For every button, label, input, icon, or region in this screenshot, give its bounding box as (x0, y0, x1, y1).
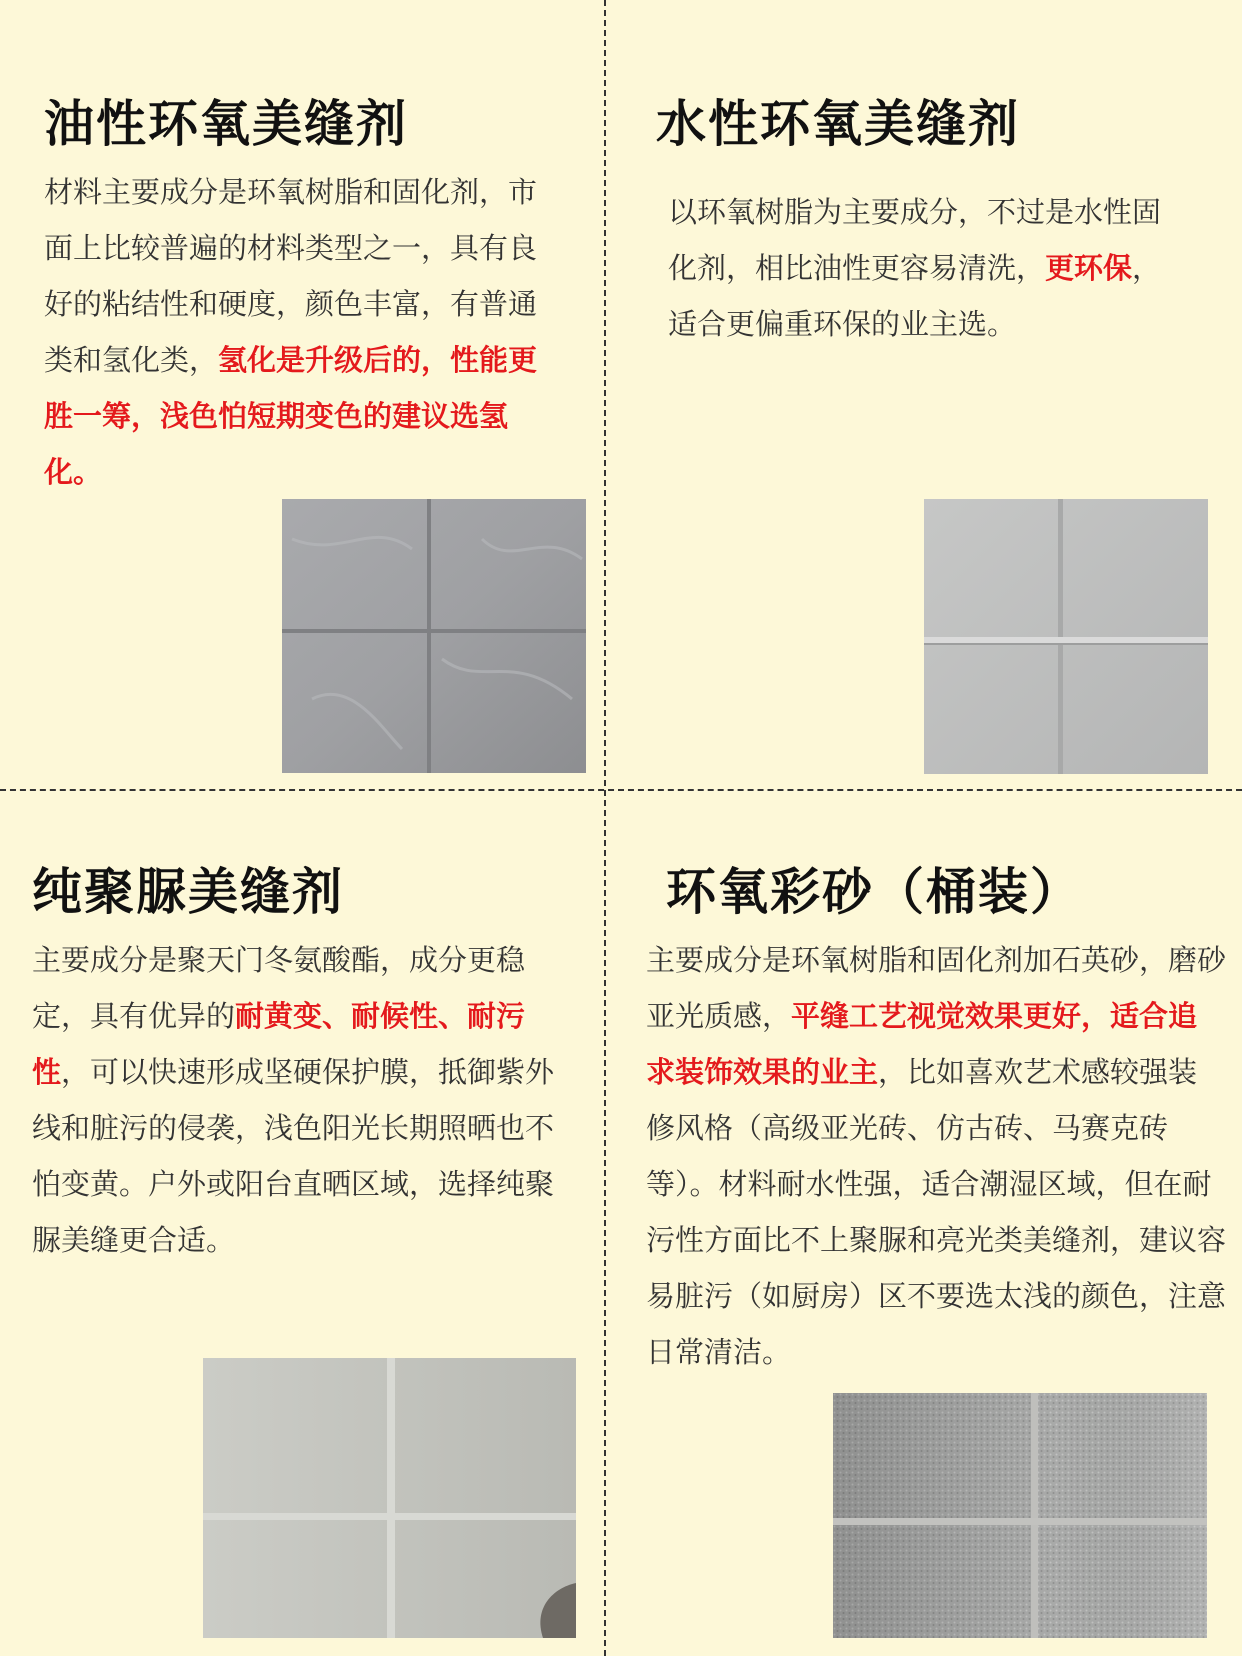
section-title: 环氧彩砂（桶装） (666, 863, 1082, 921)
section-polyurea (0, 792, 600, 1656)
section-body (32, 932, 572, 1268)
vertical-divider (604, 0, 606, 1656)
section-body (668, 184, 1184, 352)
highlight-text: 氢化是升级后的，性能更胜一筹，浅色怕短期变色的建议选氢化。 (44, 343, 538, 489)
section-water-epoxy (608, 0, 1242, 786)
body-text: 材料主要成分是环氧树脂和固化剂，市面上比较普遍的材料类型之一，具有良好的粘结性和硬度，颜色丰富，有普通类和氢化类， (44, 175, 538, 377)
section-oil-epoxy (0, 0, 600, 786)
white-tile-photo (203, 1358, 576, 1638)
section-epoxy-sand (608, 792, 1242, 1656)
body-text: ，可以快速形成坚硬保护膜，抵御紫外线和脏污的侵袭，浅色阳光长期照晒也不怕变黄。户外或阳台直晒区域，选择纯聚脲美缝更合适。 (32, 1055, 555, 1257)
horizontal-divider (0, 789, 1242, 791)
section-body (646, 932, 1226, 1380)
section-title: 油性环氧美缝剂 (44, 95, 408, 153)
highlight-text: 更环保 (1045, 251, 1133, 285)
light-gray-tile-photo (924, 499, 1208, 774)
section-title: 水性环氧美缝剂 (656, 95, 1020, 153)
body-text: 以环氧树脂为主要成分，不过是水性固化剂，相比油性更容易清洗， (668, 195, 1162, 285)
section-title: 纯聚脲美缝剂 (32, 863, 344, 921)
section-body (44, 164, 556, 500)
gray-marble-tile-photo (282, 499, 586, 773)
body-text: ，比如喜欢艺术感较强装修风格（高级亚光砖、仿古砖、马赛克砖等）。材料耐水性强，适合潮湿区域，但在耐污性方面比不上聚脲和亮光类美缝剂，建议容易脏污（如厨房）区不要选太浅的颜色，注意日常清洁。 (646, 1055, 1227, 1369)
highlight-text: 耐黄变、耐候性、耐污性 (32, 999, 526, 1089)
textured-tile-photo (833, 1393, 1207, 1638)
body-text: 主要成分是环氧树脂和固化剂加石英砂，磨砂亚光质感， (646, 943, 1227, 1033)
highlight-text: 平缝工艺视觉效果更好，适合追求装饰效果的业主 (646, 999, 1198, 1089)
body-text: 主要成分是聚天门冬氨酸酯，成分更稳定，具有优异的 (32, 943, 526, 1033)
body-text: ，适合更偏重环保的业主选。 (668, 251, 1162, 341)
